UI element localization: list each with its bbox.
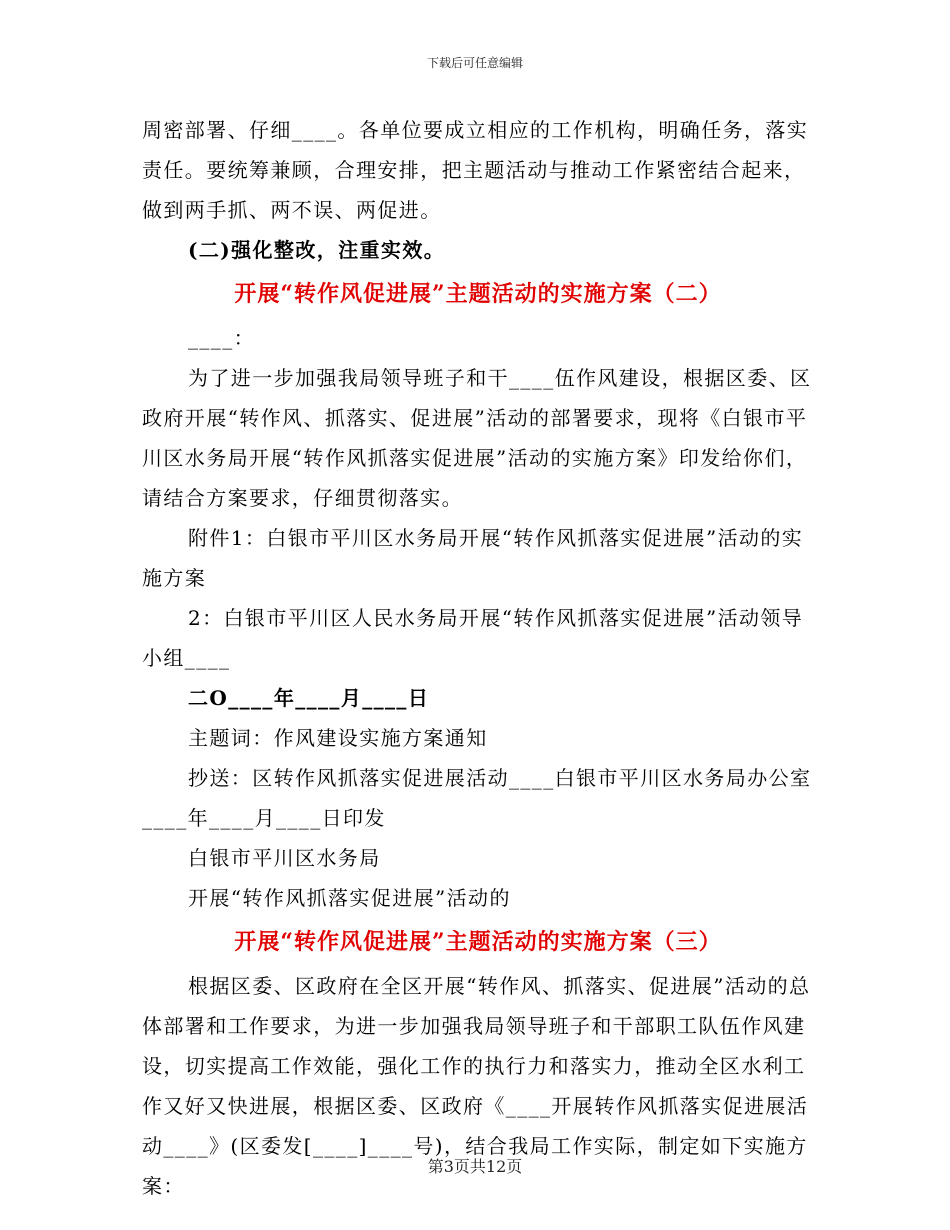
issuer: 白银市平川区水务局: [188, 846, 381, 870]
section-heading-rectification: (二)强化整改，注重实效。: [188, 238, 446, 262]
paragraph-notice: 为了进一步加强我局领导班子和干____伍作风建设，根据区委、区政府开展“转作风、抓落实、促进展”活动的部署要求，现将《白银市平川区水务局开展“转作风抓落实促进展”活动的实施方案》印发给你们，请结合方案要求，仔细贯彻落实。: [142, 366, 812, 510]
date-line: 二O____年____月____日: [188, 686, 430, 710]
salutation: ____：: [188, 326, 255, 350]
paragraph-plan-basis: 根据区委、区政府在全区开展“转作风、抓落实、促进展”活动的总体部署和工作要求，为进一步加强我局领导班子和干部职工队伍作风建设，切实提高工作效能，强化工作的执行力和落实力，推动全区水利工作又好又快进展，根据区委、区政府《____开展转作风抓落实促进展活动____》(区委发[____]____号)，结合我局工作实际，制定如下实施方案：: [142, 974, 811, 1198]
attachment-two: 2：白银市平川区人民水务局开展“转作风抓落实促进展”活动领导小组____: [142, 606, 804, 670]
issuer-subtitle: 开展“转作风抓落实促进展”活动的: [188, 886, 511, 910]
document-body: [142, 110, 814, 1206]
paragraph-deployment: 周密部署、仔细____。各单位要成立相应的工作机构，明确任务，落实责任。要统筹兼顾，合理安排，把主题活动与推动工作紧密结合起来，做到两手抓、两不误、两促进。: [142, 118, 809, 222]
subject-words: 主题词：作风建设实施方案通知: [188, 726, 488, 750]
page-header: 下载后可任意编辑: [426, 56, 523, 70]
section-title-three: 开展“转作风促进展”主题活动的实施方案（三）: [234, 929, 722, 955]
attachment-one: 附件1：白银市平川区水务局开展“转作风抓落实促进展”活动的实施方案: [142, 526, 804, 590]
copy-to: 抄送：区转作风抓落实促进展活动____白银市平川区水务局办公室____年____月____日印发: [142, 766, 812, 830]
page-footer: 第3页共12页: [427, 1157, 523, 1176]
section-title-two: 开展“转作风促进展”主题活动的实施方案（二）: [234, 281, 722, 307]
